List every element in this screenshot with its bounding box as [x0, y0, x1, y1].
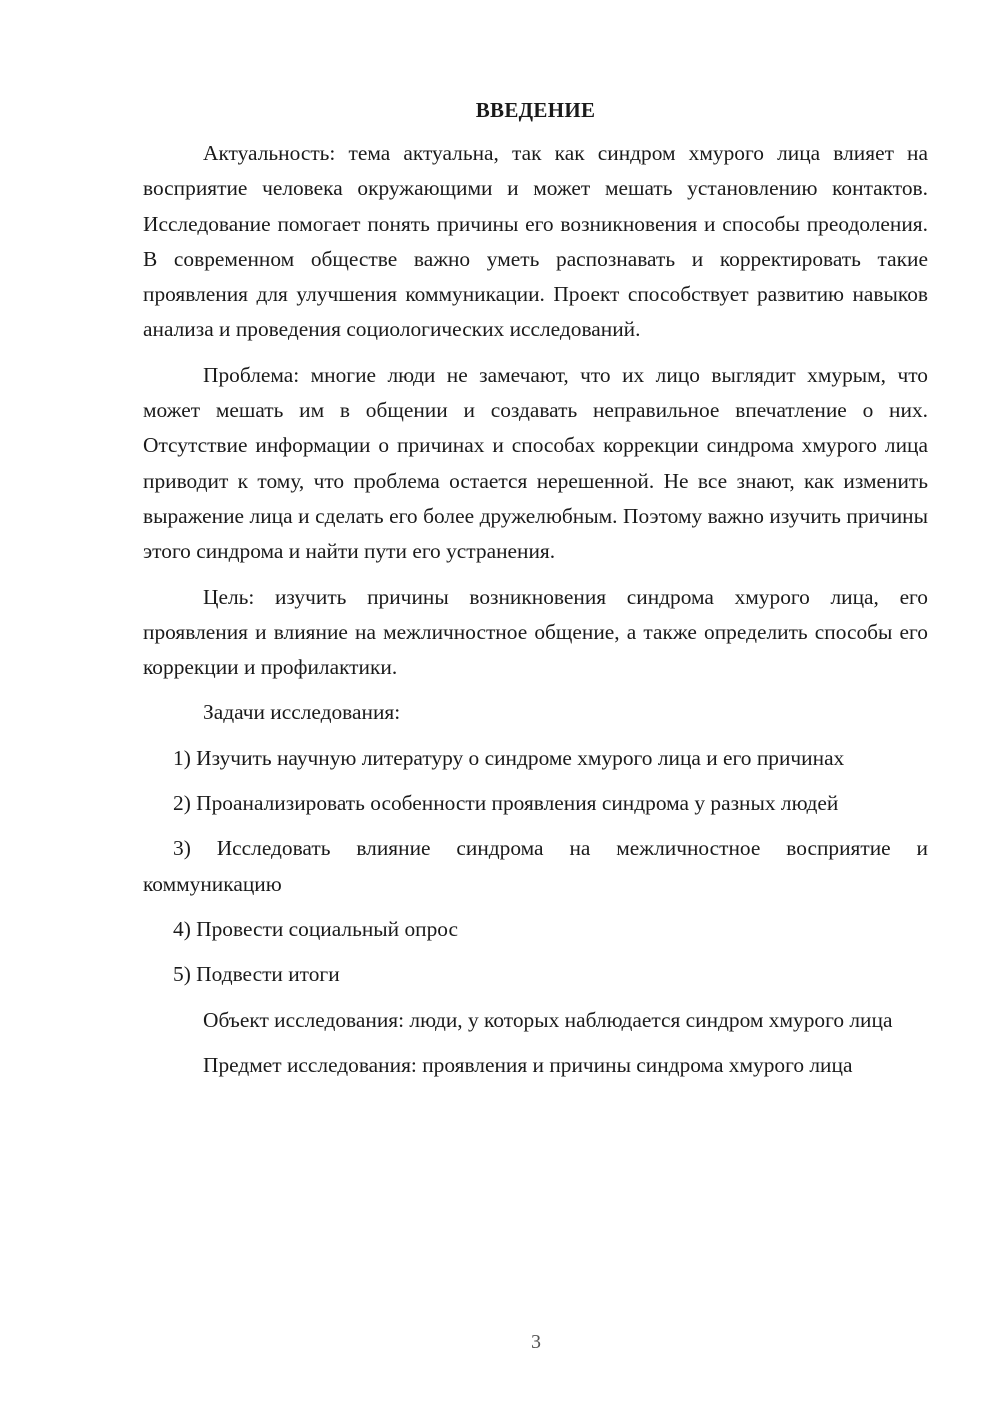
task-item: 1) Изучить научную литературу о синдроме хмурого лица и его причинах — [173, 745, 845, 770]
problem-paragraph: Проблема: многие люди не замечают, что их лицо выглядит хмурым, что может мешать им в общении и создавать неправильное впечатление о них. Отсутствие информации о причинах и способах коррекции синдрома хмурого лица приводит к тому, что проблема остается нерешенной. Не все знают, как изменить выражение лица и сделать его более дружелюбным. Поэтому важно изучить причины этого синдрома и найти пути его устранения. — [143, 362, 928, 564]
relevance-paragraph: Актуальность: тема актуальна, так как синдром хмурого лица влияет на восприятие человека окружающими и может мешать установлению контактов. Исследование помогает понять причины его возникновения и способы преодоления. В современном обществе важно уметь распознавать и корректировать такие проявления для улучшения коммуникации. Проект способствует развитию навыков анализа и проведения социологических исследований. — [143, 141, 928, 342]
task-item: 3) Исследовать влияние синдрома на межличностное восприятие и коммуникацию — [143, 836, 928, 896]
page-number: 3 — [531, 1331, 541, 1353]
goal-paragraph: Цель: изучить причины возникновения синдрома хмурого лица, его проявления и влияние на межличностное общение, а также определить способы его коррекции и профилактики. — [143, 584, 928, 680]
document-page — [143, 94, 928, 1093]
task-item: 2) Проанализировать особенности проявления синдрома у разных людей — [173, 791, 839, 816]
tasks-heading: Задачи исследования: — [203, 700, 401, 725]
task-item: 5) Подвести итоги — [173, 962, 340, 987]
task-item: 4) Провести социальный опрос — [173, 916, 459, 941]
section-title: ВВЕДЕНИЕ — [475, 98, 596, 122]
object-paragraph: Объект исследования: люди, у которых наблюдается синдром хмурого лица — [203, 1007, 893, 1032]
subject-paragraph: Предмет исследования: проявления и причины синдрома хмурого лица — [203, 1052, 853, 1077]
